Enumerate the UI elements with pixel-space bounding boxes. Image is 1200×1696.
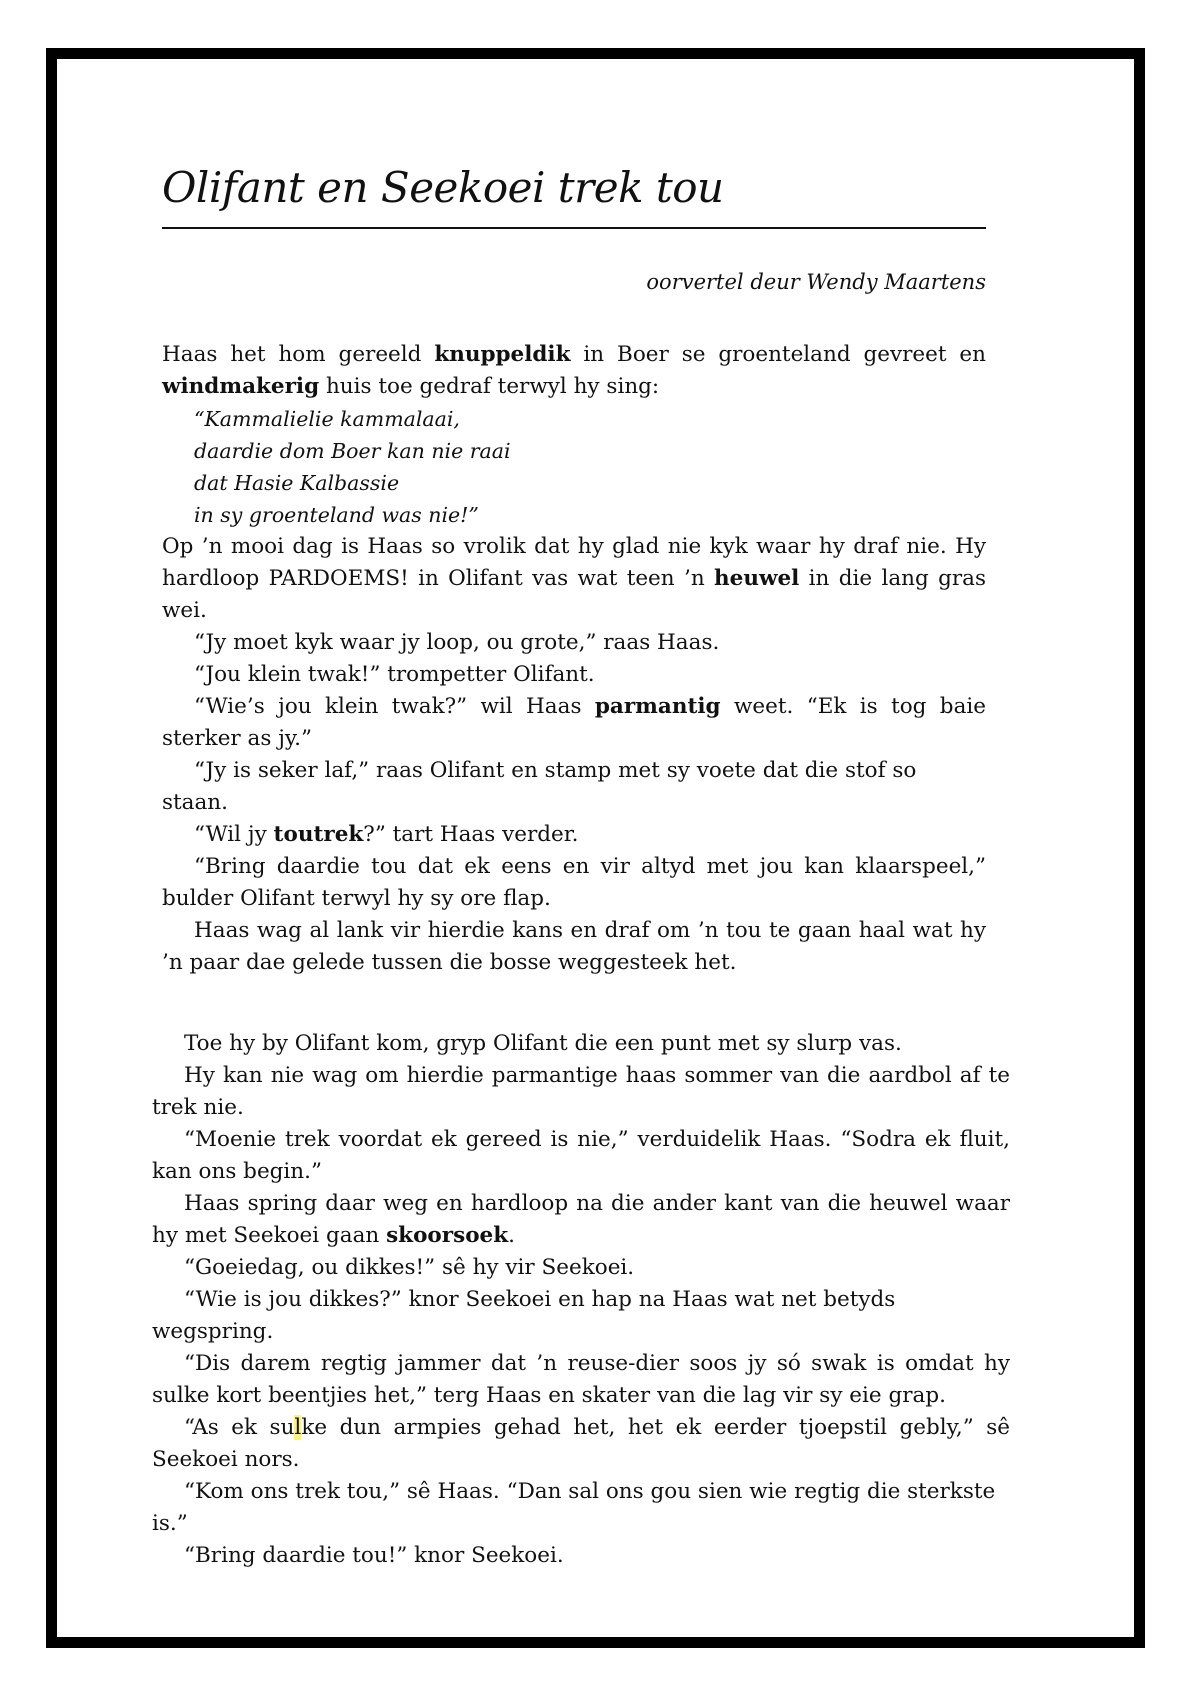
story-part-2 <box>152 1028 1010 1572</box>
bold-word: toutrek <box>273 822 364 847</box>
paragraph: Toe hy by Olifant kom, gryp Olifant die een punt met sy slurp vas. <box>184 1031 902 1056</box>
story-part-1 <box>162 339 986 979</box>
song-verse <box>194 403 986 531</box>
verse-line: dat Hasie Kalbassie <box>194 471 400 495</box>
paragraph: Haas spring daar weg en hardloop na die ander kant van die heuwel waar hy met Seekoei gaan skoorsoek. <box>152 1191 1010 1248</box>
paragraph: Haas wag al lank vir hierdie kans en draf om ’n tou te gaan haal wat hy ’n paar dae gelede tussen die bosse weggesteek het. <box>162 918 986 975</box>
story-title: Olifant en Seekoei trek tou <box>162 163 724 212</box>
paragraph: “As ek sulke dun armpies gehad het, het ek eerder tjoepstil gebly,” sê Seekoei nors. <box>152 1415 1010 1472</box>
paragraph: Haas het hom gereeld knuppeldik in Boer se groenteland gevreet en windmakerig huis toe gedraf terwyl hy sing: <box>162 342 986 399</box>
paragraph: “Goeiedag, ou dikkes!” sê hy vir Seekoei. <box>184 1255 635 1280</box>
paragraph: “Kom ons trek tou,” sê Haas. “Dan sal ons gou sien wie regtig die sterkste is.” <box>152 1479 996 1536</box>
verse-line: in sy groenteland was nie!” <box>194 503 479 527</box>
paragraph: “Moenie trek voordat ek gereed is nie,” verduidelik Haas. “Sodra ek fluit, kan ons begin.” <box>152 1127 1010 1184</box>
bold-word: skoorsoek <box>386 1223 509 1248</box>
bold-word: parmantig <box>594 694 721 719</box>
paragraph: “Jy is seker laf,” raas Olifant en stamp met sy voete dat die stof so staan. <box>162 758 917 815</box>
title-underline <box>162 227 986 229</box>
verse-line: “Kammalielie kammalaai, <box>194 407 460 431</box>
paragraph: Hy kan nie wag om hierdie parmantige haas sommer van die aardbol af te trek nie. <box>152 1063 1010 1120</box>
paragraph: “Wie’s jou klein twak?” wil Haas parmantig weet. “Ek is tog baie sterker as jy.” <box>162 694 986 751</box>
paragraph: Op ’n mooi dag is Haas so vrolik dat hy glad nie kyk waar hy draf nie. Hy hardloop PARDOEMS! in Olifant vas wat teen ’n heuwel in die lang gras wei. <box>162 534 986 623</box>
paragraph: “Wil jy toutrek?” tart Haas verder. <box>194 822 579 847</box>
paragraph: “Bring daardie tou!” knor Seekoei. <box>184 1543 564 1568</box>
highlighted-letter: l <box>294 1415 302 1440</box>
author-byline: oorvertel deur Wendy Maartens <box>646 270 986 294</box>
verse-line: daardie dom Boer kan nie raai <box>194 439 511 463</box>
bold-word: knuppeldik <box>434 342 571 367</box>
paragraph: “Dis darem regtig jammer dat ’n reuse-dier soos jy só swak is omdat hy sulke kort beentjies het,” terg Haas en skater van die lag vir sy eie grap. <box>152 1351 1010 1408</box>
paragraph: “Wie is jou dikkes?” knor Seekoei en hap na Haas wat net betyds wegspring. <box>152 1287 896 1344</box>
bold-word: windmakerig <box>162 374 320 399</box>
paragraph: “Jou klein twak!” trompetter Olifant. <box>194 662 595 687</box>
paragraph: “Bring daardie tou dat ek eens en vir altyd met jou kan klaarspeel,” bulder Olifant terwyl hy sy ore flap. <box>162 854 986 911</box>
paragraph: “Jy moet kyk waar jy loop, ou grote,” raas Haas. <box>194 630 720 655</box>
bold-word: heuwel <box>714 566 800 591</box>
